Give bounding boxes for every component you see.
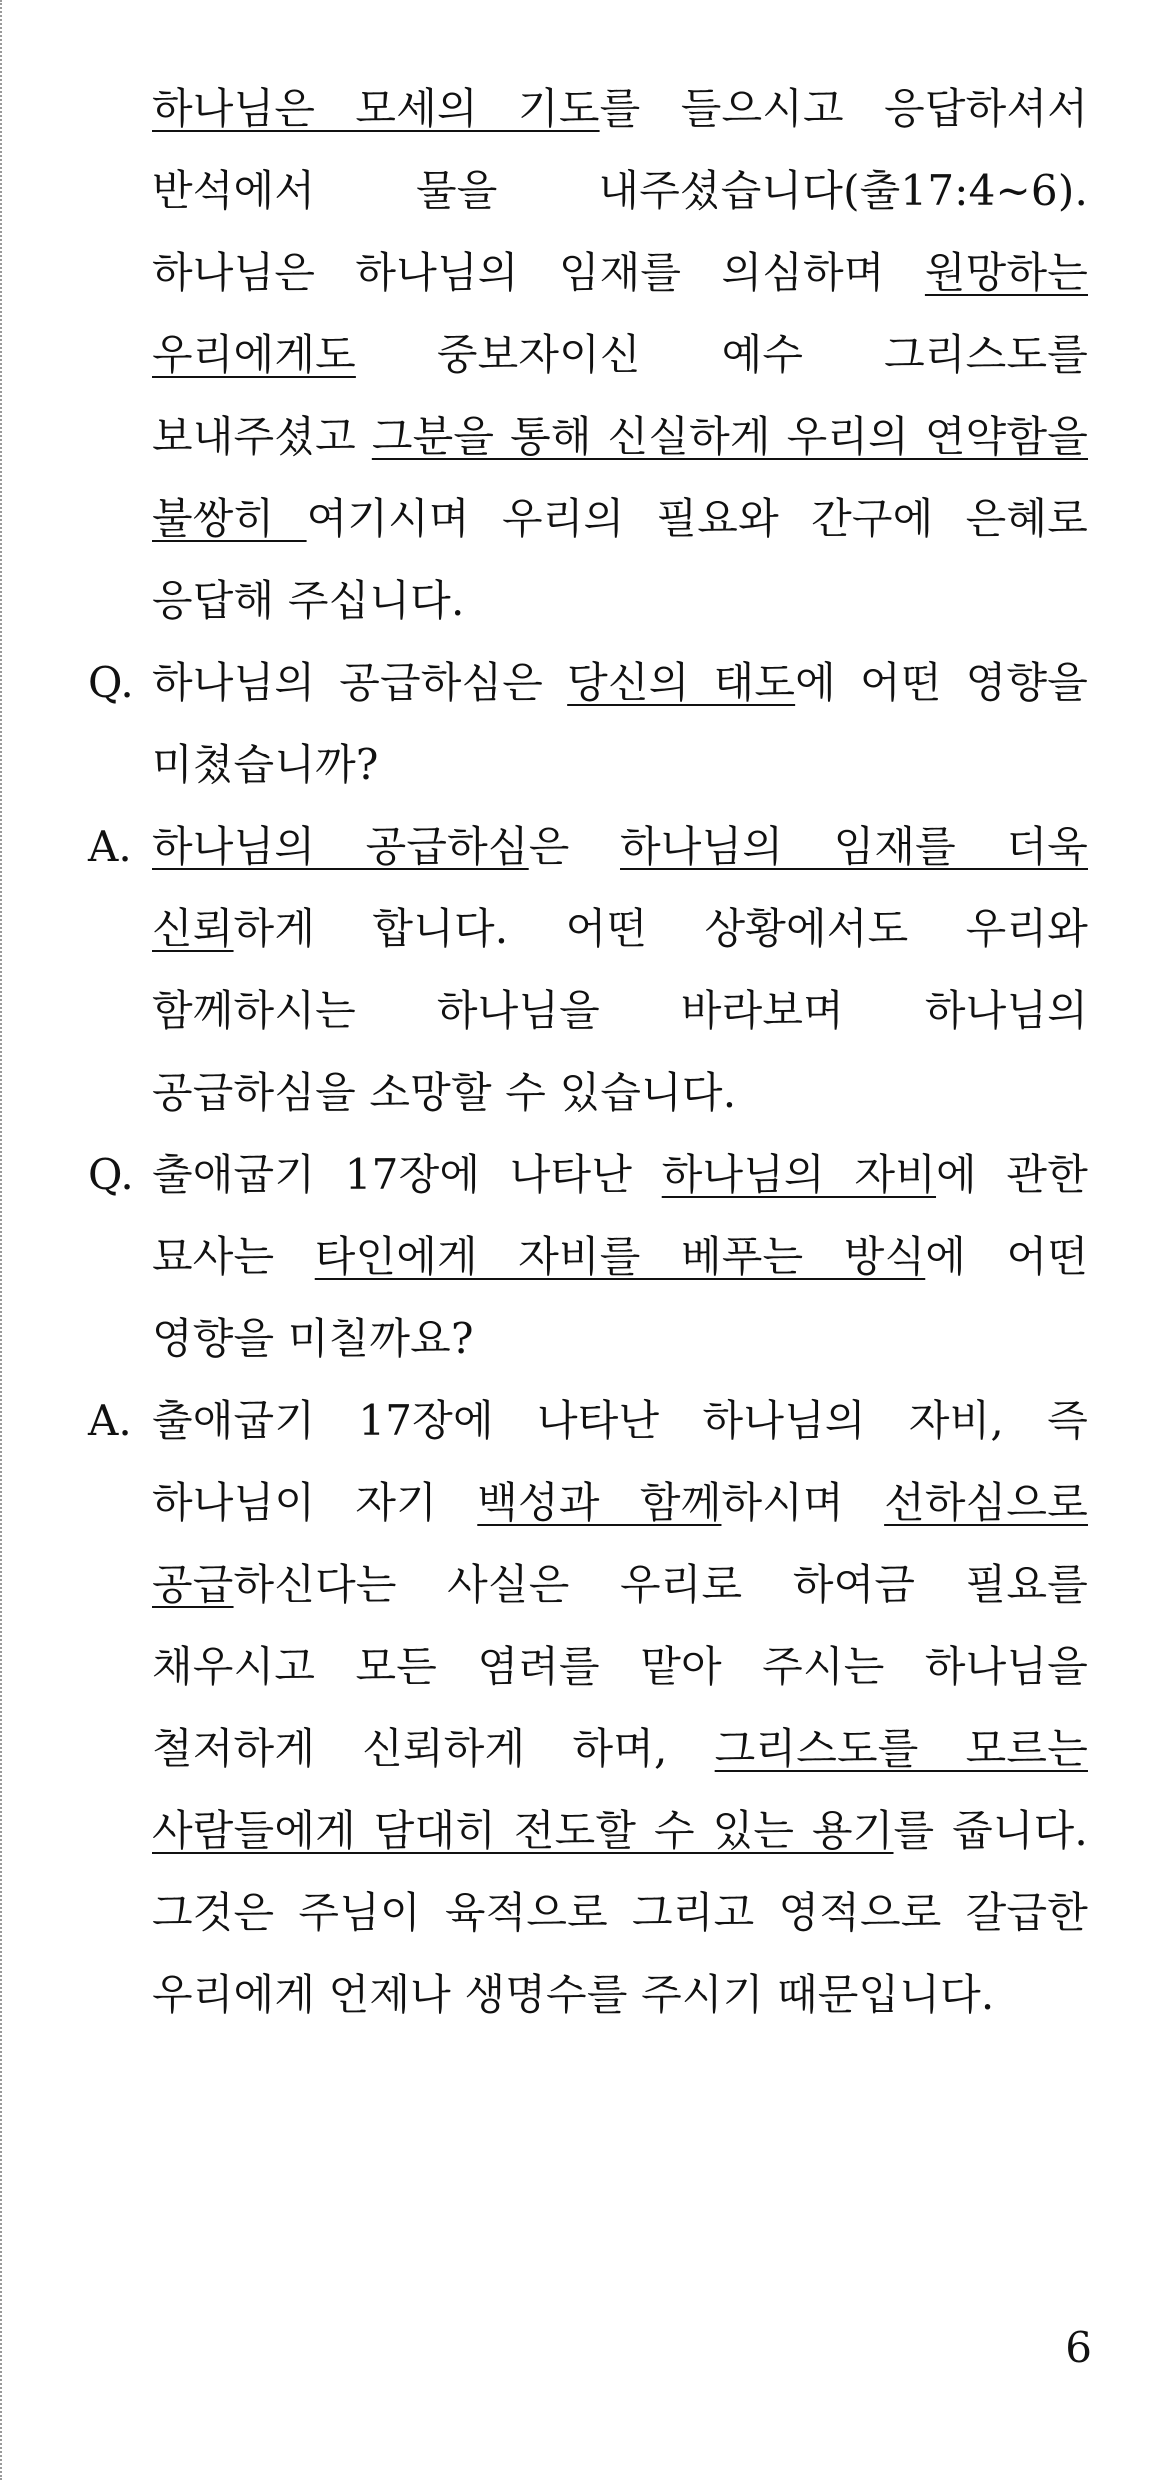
- question-marker: Q.: [88, 1150, 134, 1199]
- answer-2-underlined-text-1: 백성과 함께: [477, 1478, 722, 1527]
- question-2-text-2: 에 관한 묘사는: [152, 1150, 1088, 1281]
- intro-paragraph: [88, 68, 1088, 642]
- answer-2: [88, 1380, 1088, 2036]
- page-number: 6: [1065, 2323, 1092, 2372]
- intro-text-4: 여기시며 우리의 필요와 간구에 은혜로 응답해 주십니다.: [152, 494, 1088, 625]
- question-2-underlined-text-2: 타인에게 자비를 베푸는 방식: [314, 1232, 926, 1281]
- answer-2-text-3: 하신다는 사실은 우리로 하여금 필요를 채우시고 모든 염려를 맡아 주시는 하나님을 철저하게 신뢰하게 하며,: [152, 1560, 1088, 1773]
- question-1-text-2: 에 어떤 영향을 미쳤습니까?: [152, 658, 1088, 789]
- answer-2-text-4: 를 줍니다. 그것은 주님이 육적으로 그리고 영적으로 갈급한 우리에게 언제나 생명수를 주시기 때문입니다.: [152, 1806, 1088, 2019]
- answer-marker: A.: [88, 822, 132, 871]
- question-2-text: [152, 1134, 1088, 1380]
- answer-2-text-1: 출애굽기 17장에 나타난 하나님의 자비, 즉 하나님이 자기: [152, 1396, 1088, 1527]
- answer-2-underlined-text-2: 선하심으로 공급: [152, 1478, 1088, 1609]
- intro-underlined-text-3: 그분을 통해 신실하게 우리의 연약함을 불쌍히: [152, 412, 1088, 543]
- answer-2-text: [152, 1380, 1088, 2036]
- answer-marker: A.: [88, 1396, 132, 1445]
- answer-1-text-2: 은: [528, 822, 620, 871]
- answer-1-text: [152, 806, 1088, 1134]
- intro-text-3: 중보자이신 예수 그리스도를 보내주셨고: [152, 330, 1088, 461]
- question-2-underlined-text-1: 하나님의 자비: [661, 1150, 937, 1199]
- page-edge-dotted-border: [0, 0, 4, 2480]
- answer-1-underlined-text-2: 하나님의 임재를 더욱 신뢰: [152, 822, 1088, 953]
- answer-2-underlined-text-3: 그리스도를 모르는 사람들에게 담대히 전도할 수 있는 용기: [152, 1724, 1088, 1855]
- answer-2-text-2: 하시며: [721, 1478, 885, 1527]
- document-content: [88, 68, 1088, 2036]
- question-1-text-1: 하나님의 공급하심은: [152, 658, 568, 707]
- answer-1: [88, 806, 1088, 1134]
- intro-text: [152, 68, 1088, 642]
- question-1-text: [152, 642, 1088, 806]
- question-1-underlined-text: 당신의 태도: [567, 658, 796, 707]
- question-2-text-1: 출애굽기 17장에 나타난: [152, 1150, 662, 1199]
- question-marker: Q.: [88, 658, 134, 707]
- question-1: [88, 642, 1088, 806]
- question-2-text-3: 에 어떤 영향을 미칠까요?: [152, 1232, 1088, 1363]
- question-2: [88, 1134, 1088, 1380]
- intro-underlined-text-1: 하나님은 모세의 기도: [152, 84, 600, 133]
- answer-1-underlined-text-1: 하나님의 공급하심: [152, 822, 529, 871]
- answer-1-text-3: 하게 합니다. 어떤 상황에서도 우리와 함께하시는 하나님을 바라보며 하나님의 공급하심을 소망할 수 있습니다.: [152, 904, 1088, 1117]
- intro-text-2: 를 들으시고 응답하셔서 반석에서 물을 내주셨습니다(출17:4~6). 하나님은 하나님의 임재를 의심하며: [152, 84, 1088, 297]
- intro-underlined-text-2: 원망하는 우리에게도: [152, 248, 1088, 379]
